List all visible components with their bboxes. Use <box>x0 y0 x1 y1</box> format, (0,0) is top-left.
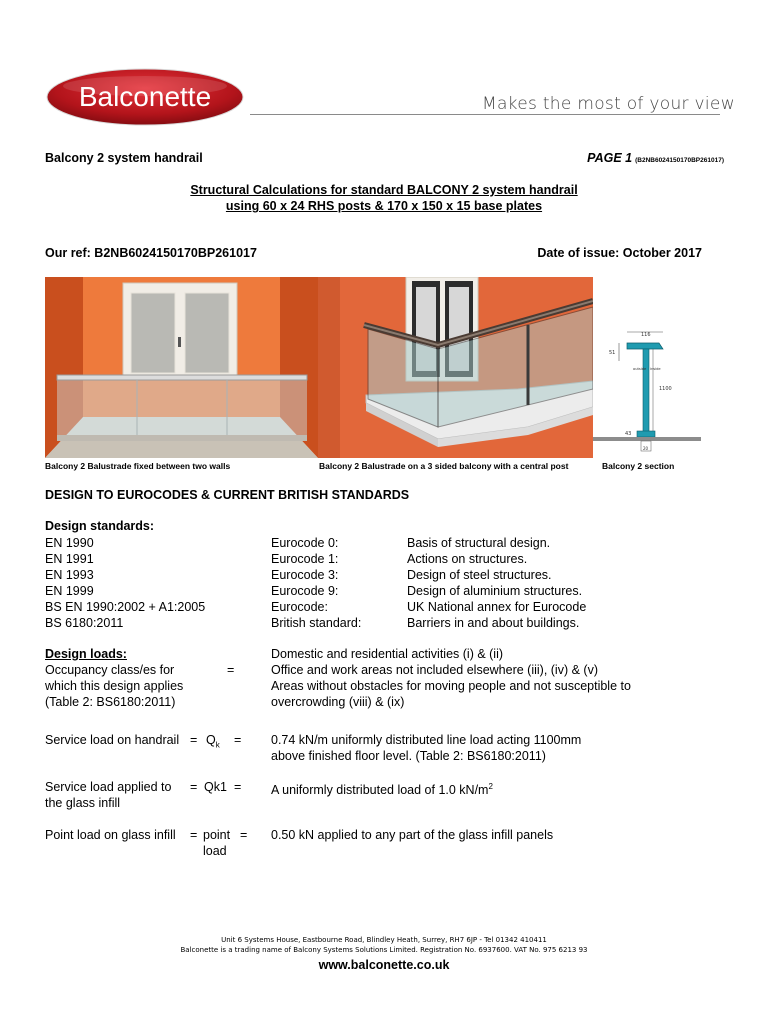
point-load-equals: = <box>190 828 198 842</box>
service-load-value-line: 0.74 kN/m uniformly distributed line load acting 1100mm <box>271 733 582 747</box>
caption-photo-1: Balcony 2 Balustrade fixed between two walls <box>45 461 231 471</box>
logo-text: Balconette <box>78 81 212 112</box>
infill-load-superscript: 2 <box>488 782 493 791</box>
service-load-symbol <box>206 732 220 754</box>
occupancy-label-line: (Table 2: BS6180:2011) <box>45 695 176 709</box>
point-load-value: 0.50 kN applied to any part of the glass infill panels <box>271 828 554 842</box>
occupancy-label <box>45 662 183 710</box>
standard-name: Eurocode 9: <box>271 584 339 598</box>
loads-heading-value: Domestic and residential activities (i) & (ii) <box>271 647 504 661</box>
standard-code: EN 1999 <box>45 584 94 598</box>
standards-heading: Design standards: <box>45 519 155 533</box>
symbol-subscript: k <box>215 740 220 750</box>
loads-heading: Design loads: <box>45 647 127 661</box>
outside-label: outside <box>633 367 647 371</box>
dim-1100-label: 1100 <box>659 386 672 392</box>
footer-address: Unit 6 Systems House, Eastbourne Road, Blindley Heath, Surrey, RH7 6JP - Tel 01342 410411 <box>221 936 547 944</box>
caption-section: Balcony 2 section <box>602 461 675 471</box>
standard-code: BS EN 1990:2002 + A1:2005 <box>45 600 206 614</box>
caption-photo-2: Balcony 2 Balustrade on a 3 sided balcony with a central post <box>319 461 569 471</box>
occupancy-label-line: Occupancy class/es for <box>45 663 175 677</box>
occupancy-value-line: Office and work areas not included elsewhere (iii), (iv) & (v) <box>271 663 598 677</box>
document-title-line-1: Structural Calculations for standard BALCONY 2 system handrail <box>190 183 578 197</box>
document-title-line-2: using 60 x 24 RHS posts & 170 x 150 x 15 base plates <box>225 199 543 213</box>
standard-code: BS 6180:2011 <box>45 616 124 630</box>
standards-descriptions <box>407 535 586 631</box>
standard-code: EN 1991 <box>45 552 94 566</box>
inside-label: inside <box>650 367 661 371</box>
occupancy-equals: = <box>227 663 235 677</box>
point-load-symbol-line: load <box>203 844 227 858</box>
photo-balustrade-between-walls <box>45 277 318 458</box>
service-load-value-line: above finished floor level. (Table 2: BS6180:2011) <box>271 749 546 763</box>
infill-load-equals-2: = <box>234 780 242 794</box>
dim-20-label: 20 <box>643 446 649 451</box>
infill-load-equals: = <box>190 780 198 794</box>
occupancy-value-line: overcrowding (viii) & (ix) <box>271 695 405 709</box>
standard-desc: Design of steel structures. <box>407 568 552 582</box>
occupancy-value-line: Areas without obstacles for moving people and not susceptible to <box>271 679 631 693</box>
point-load-symbol-line: point <box>203 828 231 842</box>
standard-name: Eurocode 1: <box>271 552 339 566</box>
section-heading: DESIGN TO EUROCODES & CURRENT BRITISH STANDARDS <box>45 488 410 502</box>
dim-43-label: 43 <box>625 431 632 437</box>
infill-load-label-line: the glass infill <box>45 796 121 810</box>
header-divider <box>250 114 720 115</box>
standards-names <box>271 535 361 631</box>
our-reference: Our ref: B2NB6024150170BP261017 <box>45 246 257 260</box>
infill-load-value <box>271 779 493 798</box>
point-load-label: Point load on glass infill <box>45 828 176 842</box>
standard-desc: Basis of structural design. <box>407 536 551 550</box>
standard-name: Eurocode 3: <box>271 568 339 582</box>
standard-desc: Design of aluminium structures. <box>407 584 583 598</box>
standard-code: EN 1990 <box>45 536 94 550</box>
footer-trading-name: Balconette is a trading name of Balcony Systems Solutions Limited. Registration No. 6937600. VAT No. 975 6213 93 <box>180 946 588 954</box>
standard-code: EN 1993 <box>45 568 94 582</box>
page-ref: (B2NB6024150170BP261017) <box>635 157 724 164</box>
standards-codes <box>45 535 205 631</box>
standard-desc: Actions on structures. <box>407 552 528 566</box>
page-number <box>587 151 724 165</box>
point-load-symbol <box>203 827 230 859</box>
balconette-logo <box>46 68 244 126</box>
infill-load-label-line: Service load applied to <box>45 780 172 794</box>
section-drawing <box>593 277 703 458</box>
tagline: Makes the most of your view <box>482 94 735 114</box>
service-load-equals: = <box>190 733 198 747</box>
occupancy-value <box>271 662 631 710</box>
service-load-label: Service load on handrail <box>45 733 180 747</box>
dim-51-label: 51 <box>609 350 616 356</box>
infill-load-symbol: Qk1 <box>204 780 227 794</box>
service-load-value <box>271 732 581 764</box>
photo-balustrade-three-sided <box>318 277 593 458</box>
standard-name: Eurocode 0: <box>271 536 339 550</box>
standard-desc: Barriers in and about buildings. <box>407 616 580 630</box>
standard-name: Eurocode: <box>271 600 328 614</box>
standard-name: British standard: <box>271 616 362 630</box>
point-load-equals-2: = <box>240 828 248 842</box>
system-name: Balcony 2 system handrail <box>45 151 203 165</box>
occupancy-label-line: which this design applies <box>45 679 184 693</box>
service-load-equals-2: = <box>234 733 242 747</box>
standard-desc: UK National annex for Eurocode <box>407 600 587 614</box>
infill-load-value-text: A uniformly distributed load of 1.0 kN/m <box>271 783 489 798</box>
page-label: PAGE 1 <box>587 151 633 165</box>
footer-website-link[interactable]: www.balconette.co.uk <box>318 958 450 972</box>
symbol-q: Q <box>206 733 216 747</box>
infill-load-label <box>45 779 171 811</box>
dim-116-label: 116 <box>641 332 651 338</box>
date-of-issue: Date of issue: October 2017 <box>537 246 702 260</box>
